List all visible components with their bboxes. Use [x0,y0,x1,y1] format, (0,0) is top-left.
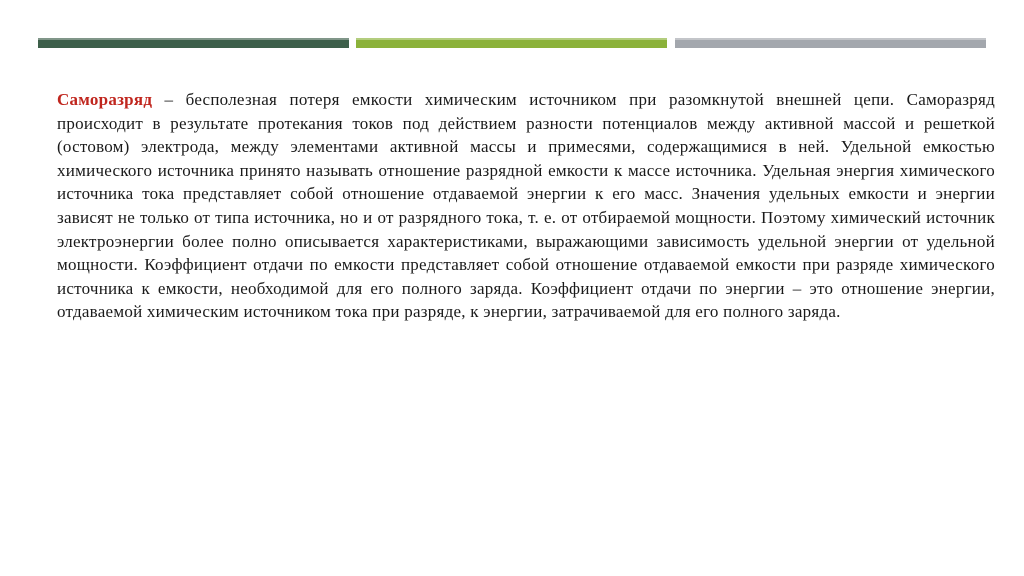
accent-bar-gray [675,38,986,48]
definition-body: – бесполезная потеря емкости химическим источником при разомкнутой внешней цепи. Саморазряд происходит в результате протекания токов под действием разности потенциалов между активной массой и решеткой (остовом) электрода, между элементами активной массы и примесями, содержащимися в ней. Удельной емкостью химического источника принято называть отношение разрядной емкости к массе источника. Удельная энергия химического источника тока представляет собой отношение отдаваемой энергии к его масс. Значения удельных емкости и энергии зависят не только от типа источника, но и от разрядного тока, т. е. от отбираемой мощности. Поэтому химический источник электроэнергии более полно описывается характеристиками, выражающими зависимость удельной энергии от удельной мощности. Коэффициент отдачи по емкости представляет собой отношение отдаваемой емкости при разряде химического источника к емкости, необходимой для его полного заряда. Коэффициент отдачи по энергии – это отношение энергии, отдаваемой химическим источником тока при разряде, к энергии, затрачиваемой для его полного заряда. [57,90,995,322]
accent-bar-light-green [356,38,667,48]
definition-paragraph [57,88,995,324]
defined-term: Саморазряд [57,90,153,109]
accent-bar-dark-green [38,38,349,48]
